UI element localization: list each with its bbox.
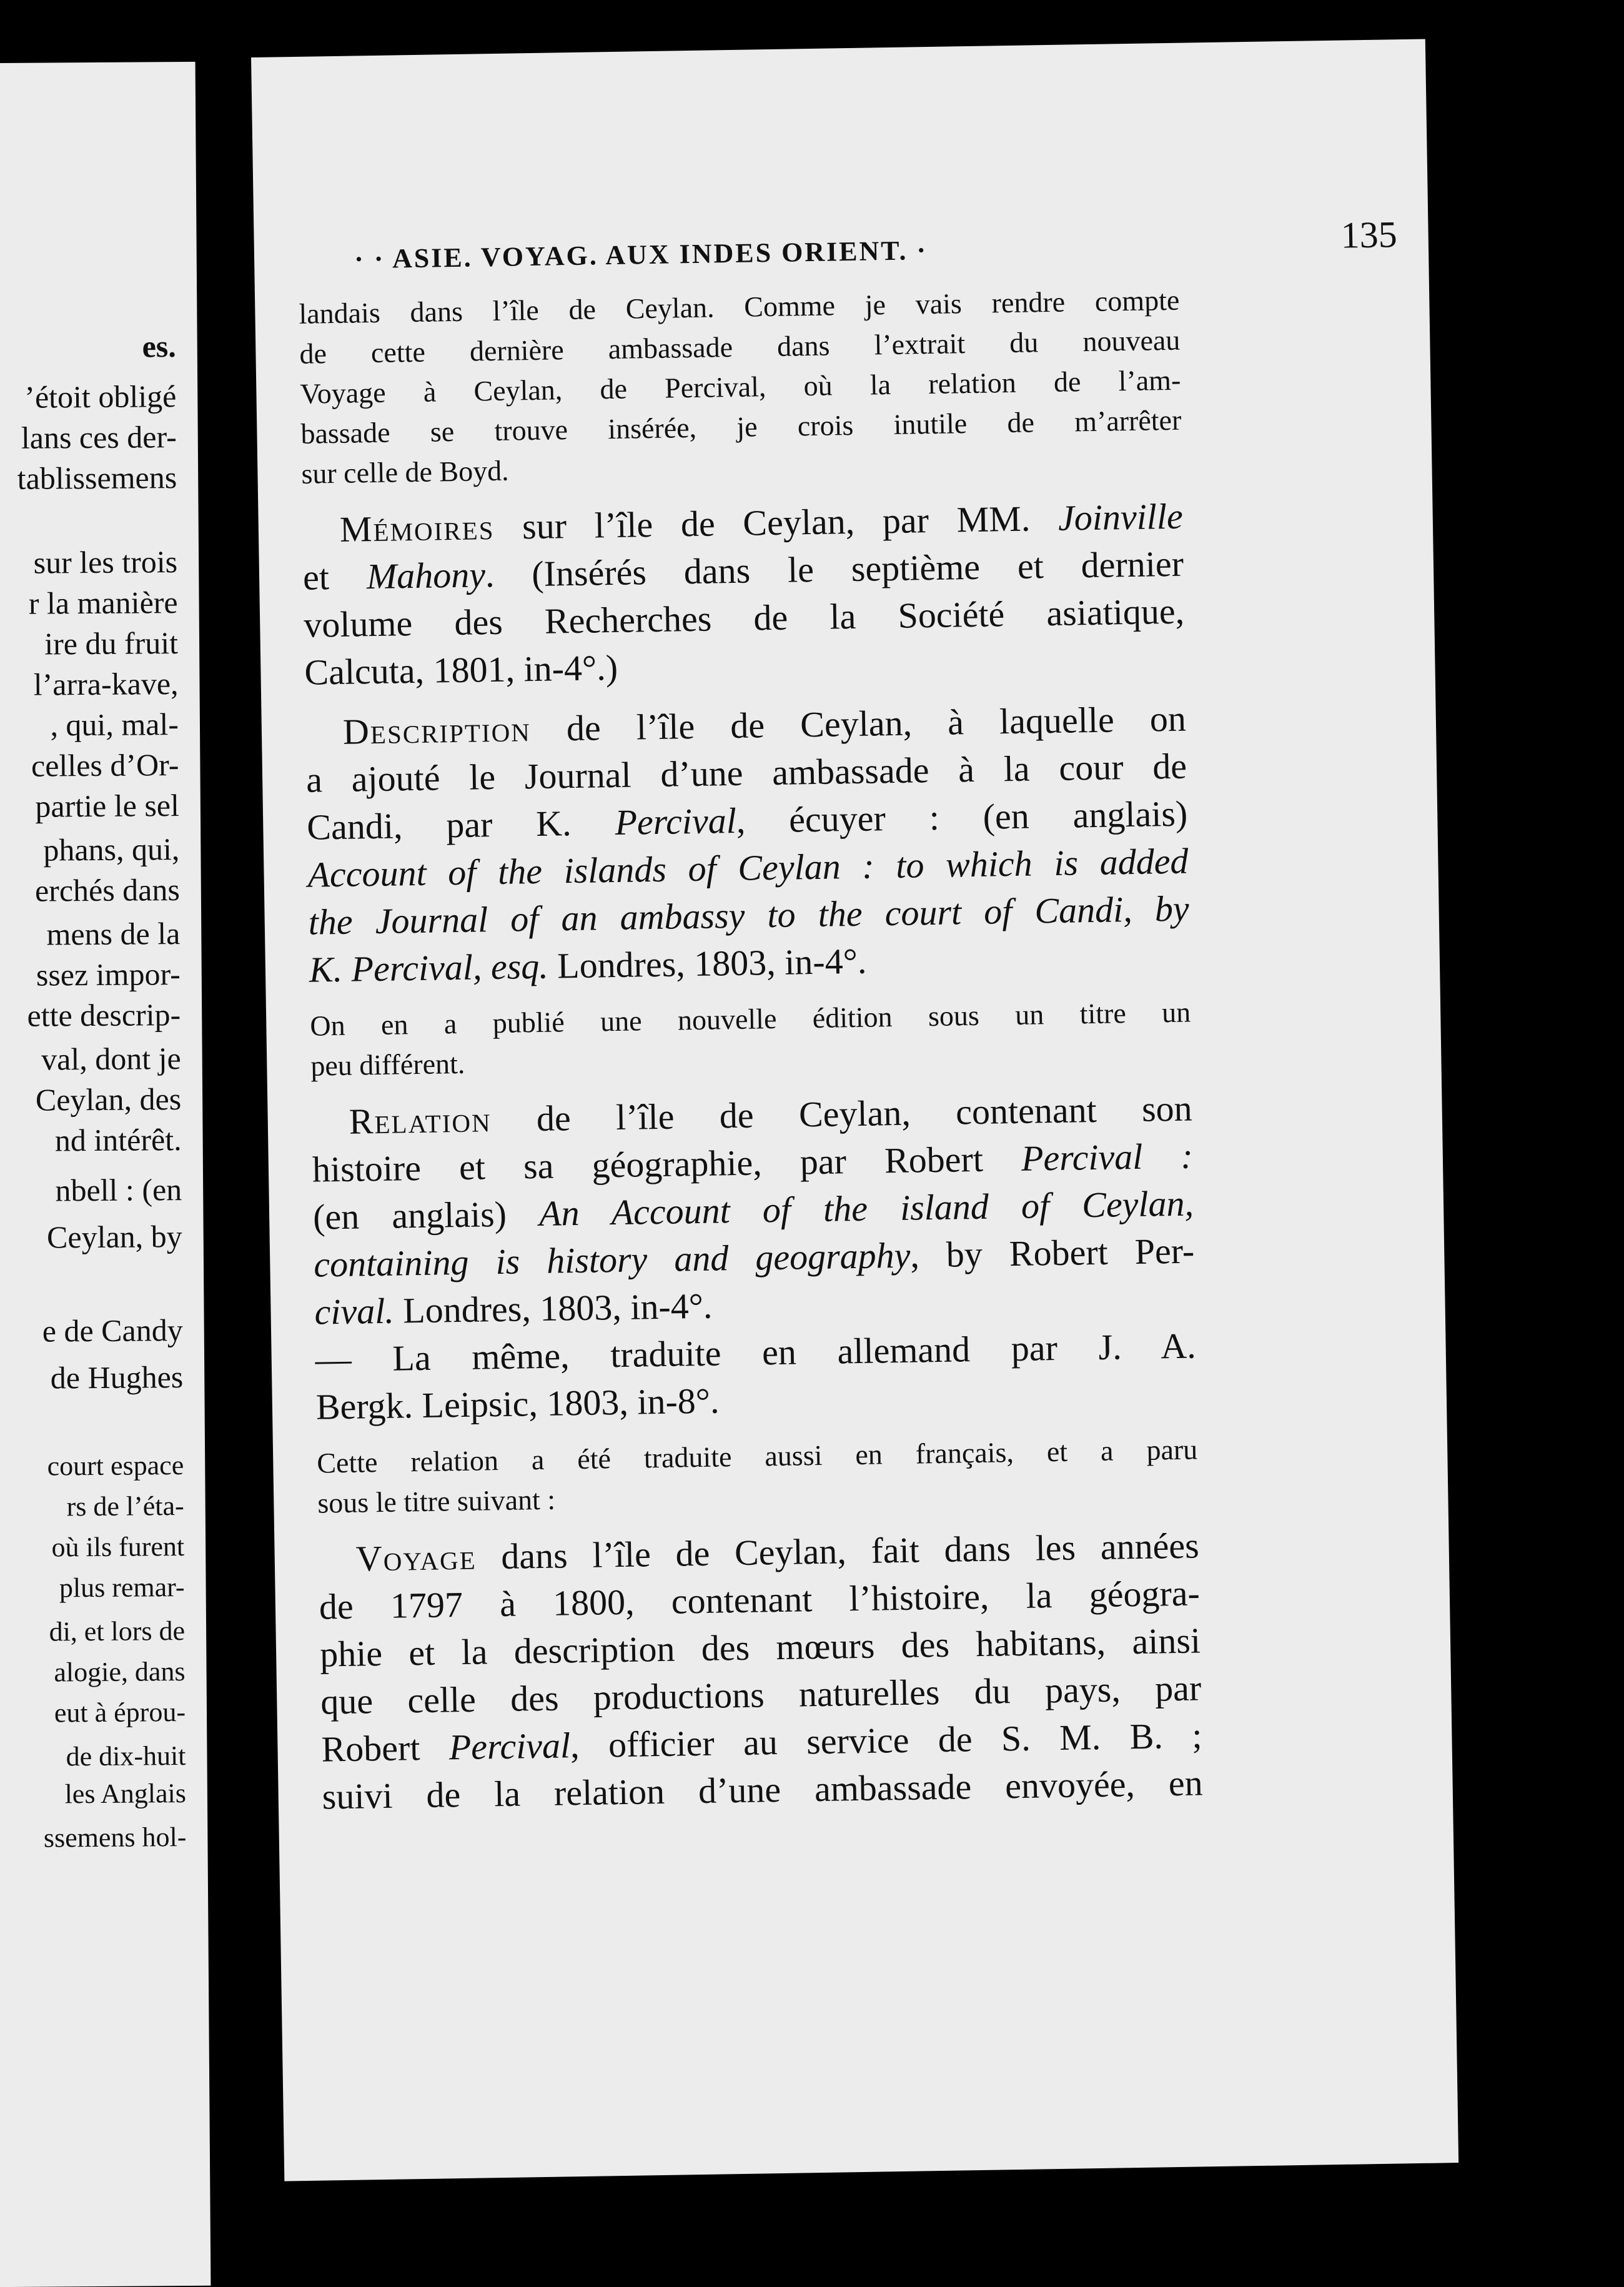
left-line: ssez impor- — [36, 956, 181, 993]
italic-span: cival. — [314, 1290, 395, 1332]
italic-span: An Account of the island of Ceylan, — [538, 1183, 1194, 1234]
italic-span: Percival : — [1021, 1135, 1194, 1179]
text-span: sur l’île de Ceylan, par MM. — [493, 497, 1059, 547]
left-line: rs de l’éta- — [66, 1491, 184, 1522]
text-span: Londres, 1803, in-4°. — [394, 1285, 713, 1331]
text-span: . (Insérés dans le septième et dernier — [485, 543, 1184, 595]
left-line: nbell : (en — [55, 1172, 182, 1208]
left-line: ssemens hol- — [43, 1822, 187, 1853]
text-span: — La même, traduite en allemand par J. A. — [315, 1325, 1197, 1380]
left-line: r la manière — [28, 585, 178, 621]
text-span: Cette relation a été traduite aussi en français, et a paru — [316, 1433, 1198, 1479]
left-line: ire du fruit — [44, 625, 179, 662]
left-line: les Anglais — [64, 1778, 187, 1810]
italic-span: Percival — [448, 1725, 571, 1768]
left-line: nd intérêt. — [54, 1122, 182, 1158]
left-line: sur les trois — [33, 544, 178, 580]
left-line: Ceylan, by — [46, 1219, 182, 1255]
text-span: de cette dernière ambassade dans l’extrait du nouveau — [299, 324, 1181, 370]
text-span: Calcuta, 1801, in-4°.) — [304, 647, 618, 693]
text-span: landais dans l’île de Ceylan. Comme je vais rendre compte — [299, 284, 1180, 330]
left-page-text — [0, 62, 196, 1853]
page-number: 135 — [1340, 214, 1398, 256]
text-span: , écuyer : (en anglais) — [736, 793, 1188, 841]
left-line: val, dont je — [41, 1041, 181, 1077]
left-line: di, et lors de — [49, 1615, 186, 1647]
text-span: de 1797 à 1800, contenant l’histoire, la géogra- — [319, 1572, 1201, 1627]
left-line: erchés dans — [34, 872, 181, 908]
running-title: · · ASIE. VOYAG. AUX INDES ORIENT. · — [354, 235, 928, 275]
left-line: e de Candy — [42, 1312, 183, 1349]
right-page — [251, 39, 1458, 2181]
left-line: mens de la — [46, 916, 181, 952]
italic-span: the Journal of an ambassy to the court of Candi, by — [308, 888, 1190, 943]
text-span: Robert — [321, 1727, 450, 1770]
left-line: tablissemens — [17, 460, 177, 496]
text-span: histoire et sa géographie, par Robert — [312, 1138, 1022, 1190]
italic-span: containing is history and geography — [313, 1234, 911, 1285]
text-span: Candi, par K. — [306, 802, 616, 848]
left-line: eut à éprou- — [54, 1697, 186, 1729]
text-span: , by Robert Per- — [909, 1230, 1195, 1276]
entry-lead: Voyage — [355, 1536, 477, 1579]
text-span: (en anglais) — [312, 1193, 540, 1238]
left-line: de Hughes — [50, 1359, 184, 1396]
body-text — [299, 280, 1203, 1821]
left-line: l’arra-kave, — [33, 666, 179, 702]
left-line: Ceylan, des — [35, 1081, 182, 1118]
text-span: sous le titre suivant : — [317, 1483, 556, 1519]
left-line: où ils furent — [51, 1531, 185, 1563]
text-span: de l’île de Ceylan, contenant son — [490, 1088, 1193, 1140]
left-line: ’étoit obligé — [24, 379, 177, 415]
left-line: alogie, dans — [54, 1656, 186, 1688]
text-span: peu différent. — [310, 1047, 465, 1082]
text-span: et — [302, 556, 367, 598]
left-line: , qui, mal- — [50, 707, 179, 743]
left-line: lans ces der- — [21, 419, 177, 455]
text-span: On en a publié une nouvelle édition sous un titre un — [309, 996, 1191, 1042]
left-line: es. — [142, 329, 176, 364]
text-span: phie et la description des mœurs des habitans, ainsi — [319, 1620, 1201, 1675]
left-line: plus remar- — [59, 1572, 185, 1604]
left-line: court espace — [47, 1450, 184, 1482]
entry-lead: Mémoires — [339, 506, 495, 550]
italic-span: K. Percival, esq. — [309, 945, 549, 990]
italic-span: Joinville — [1057, 495, 1184, 538]
italic-span: Percival — [615, 800, 737, 843]
italic-span: Mahony — [366, 554, 486, 597]
text-span: suivi de la relation d’une ambassade envoyée, en — [322, 1762, 1204, 1817]
text-span: a ajouté le Journal d’une ambassade à la cour de — [305, 745, 1187, 800]
text-span: sur celle de Boyd. — [301, 454, 509, 490]
text-span: de l’île de Ceylan, à laquelle on — [530, 698, 1187, 750]
left-line: ette descrip- — [27, 997, 181, 1033]
text-span: que celle des productions naturelles du pays, par — [320, 1667, 1202, 1722]
text-span: volume des Recherches de la Société asiatique, — [303, 590, 1185, 645]
text-span: bassade se trouve insérée, je crois inutile de m’arrêter — [300, 404, 1182, 450]
left-page-fragment — [0, 62, 210, 2287]
page-header — [354, 214, 1417, 287]
left-line: de dix-huit — [66, 1740, 186, 1772]
text-span: dans l’île de Ceylan, fait dans les années — [476, 1525, 1200, 1577]
text-span: Londres, 1803, in-4°. — [548, 940, 867, 986]
left-line: partie le sel — [35, 788, 180, 824]
left-line: phans, qui, — [43, 831, 180, 868]
italic-span: Account of the islands of Ceylan : to which is added — [307, 840, 1189, 895]
text-span: Bergk. Leipsic, 1803, in-8°. — [315, 1380, 720, 1427]
text-span: Voyage à Ceylan, de Percival, où la relation de l’am- — [300, 364, 1181, 410]
entry-lead: Description — [342, 708, 532, 752]
text-span: , officier au service de S. M. B. ; — [570, 1715, 1202, 1766]
entry-lead: Relation — [349, 1099, 492, 1142]
left-line: celles d’Or- — [31, 747, 179, 783]
